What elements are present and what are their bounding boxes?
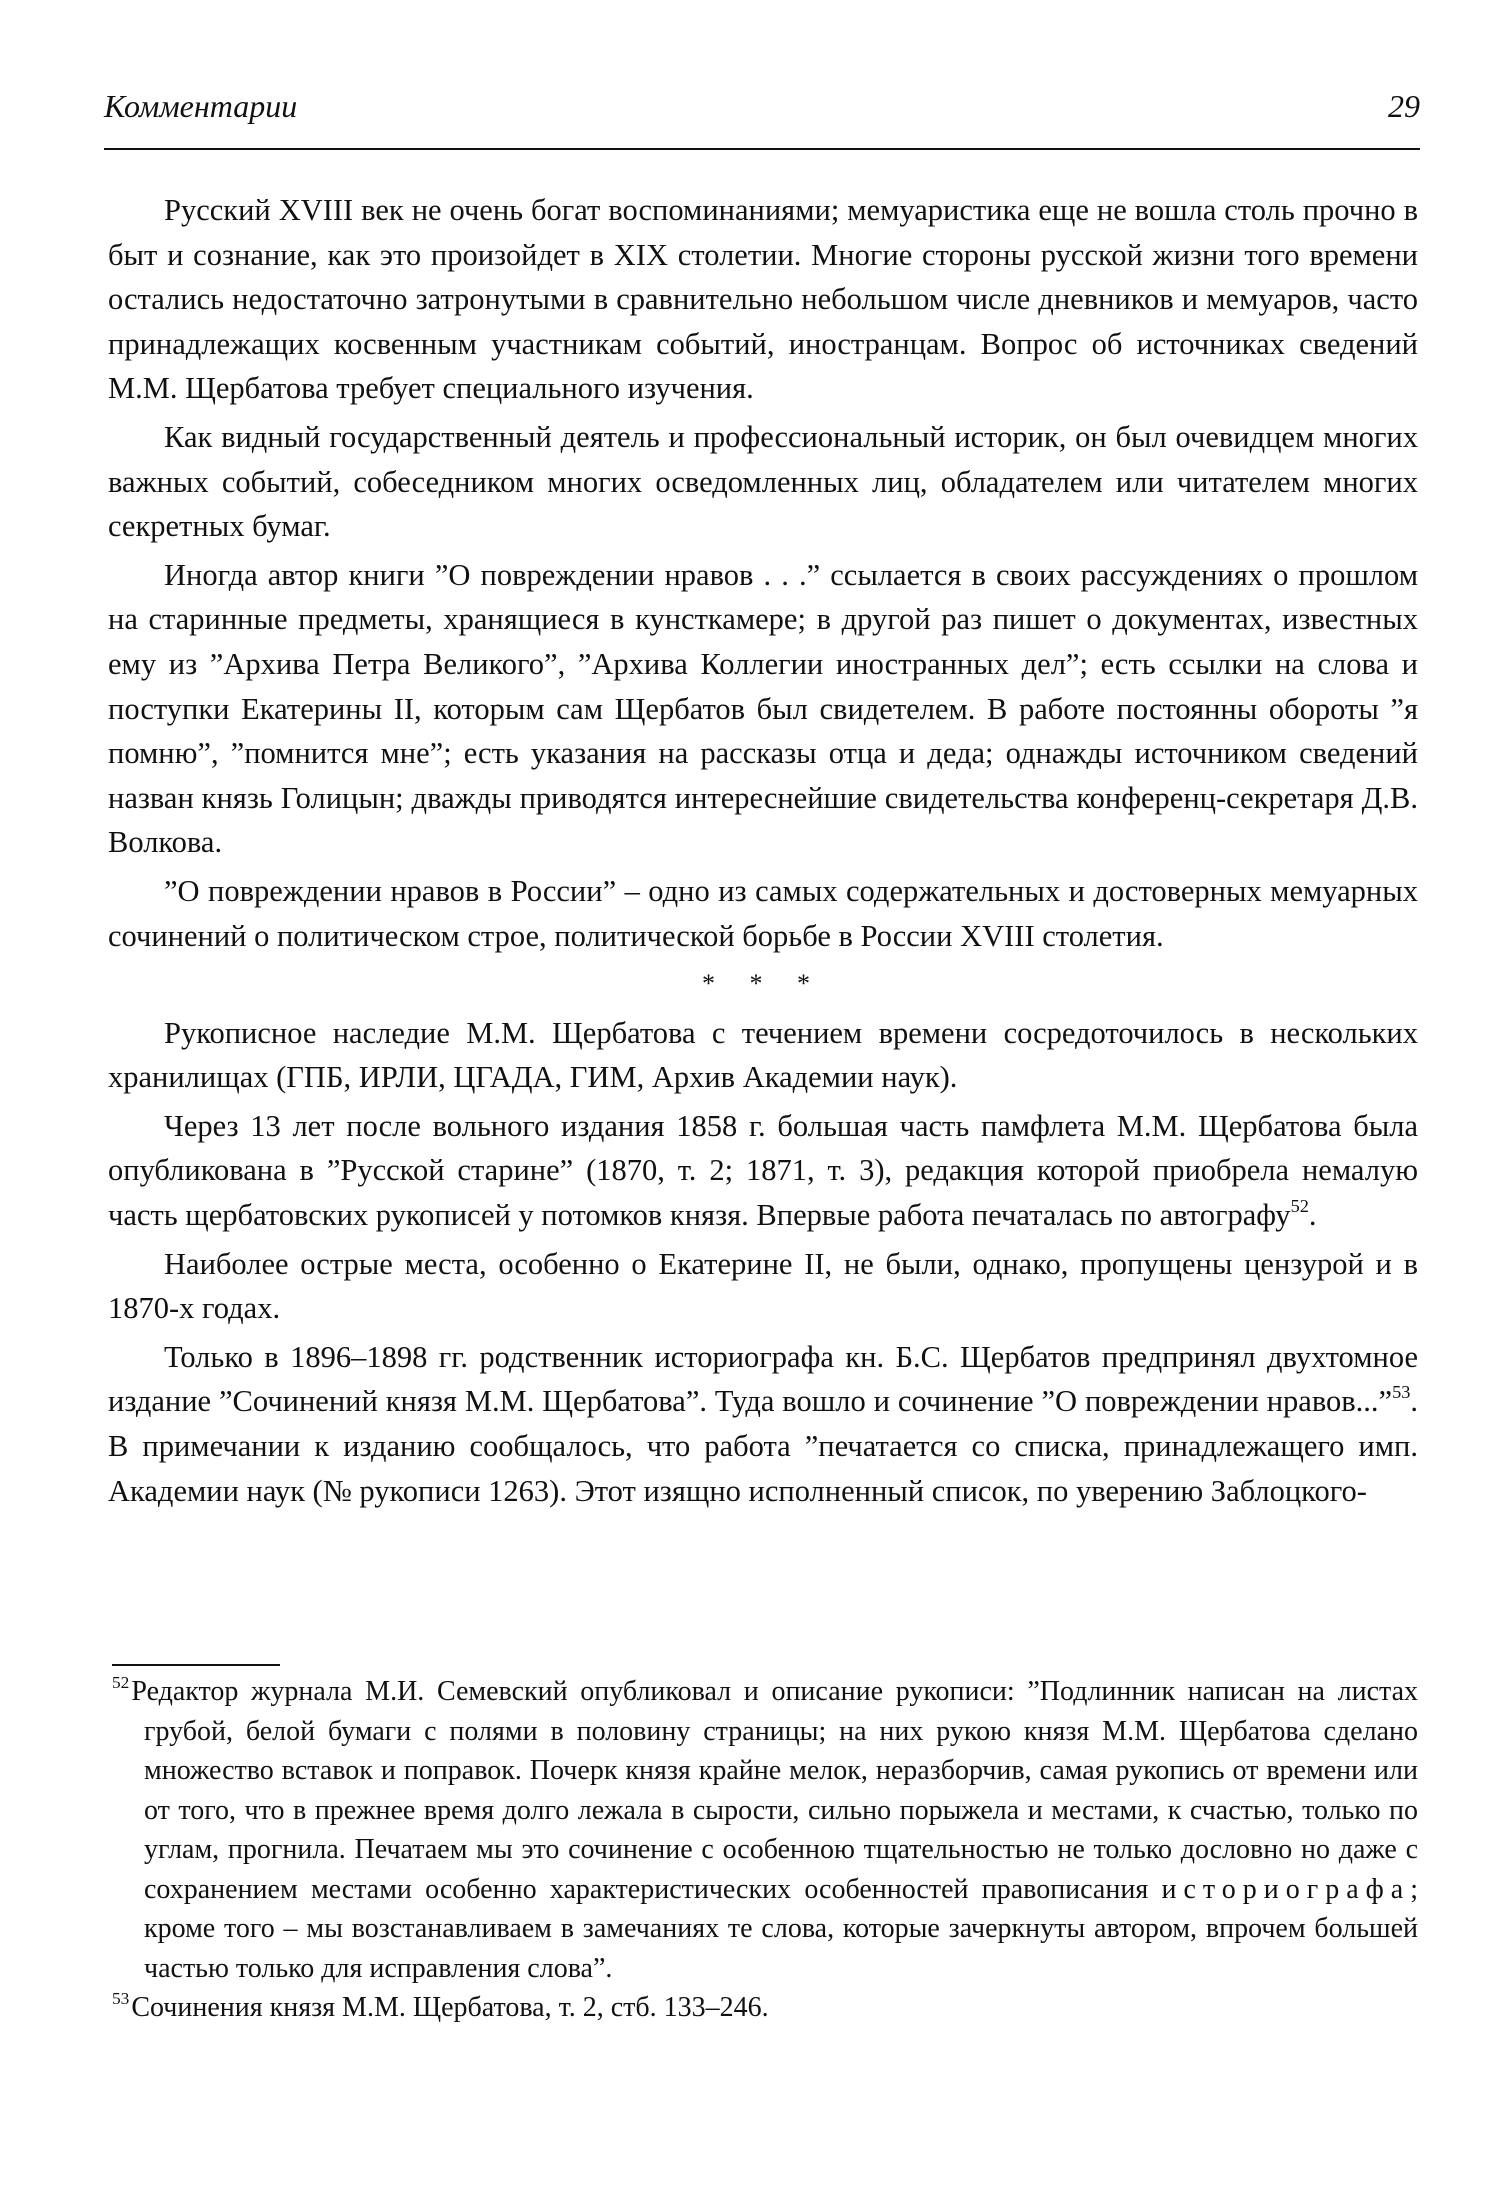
footnote-text: Редактор журнала М.И. Семевский опубликовал и описание рукописи: ”Подлинник написан на листах грубой, белой бумаги с полями в половину страницы; на них рукою князя М.М. Щербатова сделано множество вставок и поправок. Почерк князя крайне мелок, неразборчив, самая рукопись от времени или от того, что в прежнее время долго лежала в сырости, сильно порыжела и местами, к счастью, только по углам, прогнила. Печатаем мы это сочинение с особенною тщательностью не только дословно но даже с сохранением местами особенно характеристических особенностей правописания — [131, 1676, 1418, 1905]
paragraph-text: Через 13 лет после вольного издания 1858 г. большая часть памфлета М.М. Щербатова была опубликована в ”Русской старине” (1870, т. 2; 1871, т. 3), редакция которой приобрела немалую часть щербатовских рукописей у потомков князя. Впервые работа печаталась по автографу — [108, 1108, 1418, 1233]
paragraph: Наиболее острые места, особенно о Екатерине II, не были, однако, пропущены цензурой и в 1870-х годах. — [108, 1246, 1418, 1326]
paragraph-rest: . В примечании к изданию сообщалось, что работа ”печатается со списка, принадлежащего имп. Академии наук (№ рукописи 1263). Этот изящно исполненный список, по уверению Заблоцкого- — [108, 1384, 1418, 1508]
footnote-mark: 53 — [112, 1988, 130, 2008]
footnote — [112, 1672, 1418, 1988]
footnote-rule — [112, 1664, 280, 1666]
footnotes — [112, 1672, 1418, 2028]
footnote-mark: 52 — [112, 1672, 130, 1692]
main-text — [108, 188, 1418, 1517]
paragraph-text: Только в 1896–1898 гг. родственник историографа кн. Б.С. Щербатов предпринял двухтомное издание ”Сочинений князя М.М. Щербатова”. Туда вошло и сочинение ”О повреждении нравов...” — [108, 1339, 1418, 1419]
paragraph: Рукописное наследие М.М. Щербатова с течением времени сосредоточилось в нескольких хранилищах (ГПБ, ИРЛИ, ЦГАДА, ГИМ, Архив Академии наук). — [108, 1015, 1418, 1095]
paragraph-end: . — [1308, 1198, 1317, 1233]
footnote-ref: 52 — [1290, 1196, 1309, 1217]
footnote-text-end: ; кроме того – мы возстанавливаем в замечаниях те слова, которые зачеркнуты автором, впрочем большей частью только для исправления слова”. — [144, 1873, 1419, 1984]
paragraph: Как видный государственный деятель и профессиональный историк, он был очевидцем многих важных событий, собеседником многих осведомленных лиц, обладателем или читателем многих секретных бумаг. — [108, 419, 1418, 544]
section-separator: * * * — [702, 969, 824, 999]
page-number: 29 — [1388, 88, 1420, 124]
paragraph: Иногда автор книги ”О повреждении нравов . . .” ссылается в своих рассуждениях о прошлом на старинные предметы, хранящиеся в кунсткамере; в другой раз пишет о документах, известных ему из ”Архива Петра Великого”, ”Архива Коллегии иностранных дел”; есть ссылки на слова и поступки Екатерины II, которым сам Щербатов был свидетелем. В работе постоянны обороты ”я помню”, ”помнится мне”; есть указания на рассказы отца и деда; однажды источником сведений назван князь Голицын; дважды приводятся интереснейшие свидетельства конференц-секретаря Д.В. Волкова. — [108, 557, 1418, 860]
footnote-ref: 53 — [1392, 1382, 1411, 1403]
running-header — [104, 88, 1420, 150]
footnote-text: Сочинения князя М.М. Щербатова, т. 2, стб. 133–246. — [131, 1992, 769, 2023]
paragraph: Русский XVIII век не очень богат воспоминаниями; мемуаристика еще не вошла столь прочно в быт и сознание, как это произойдет в XIX столетии. Многие стороны русской жизни того времени остались недостаточно затронутыми в сравнительно небольшом числе дневников и мемуаров, часто принадлежащих косвенным участникам событий, иностранцам. Вопрос об источниках сведений М.М. Щербатова требует специального изучения. — [108, 193, 1418, 406]
footnote — [112, 1988, 1418, 2028]
paragraph — [108, 1335, 1418, 1513]
paragraph: ”О повреждении нравов в России” – одно из самых содержательных и достоверных мемуарных сочинений о политическом строе, политической борьбе в России XVIII столетия. — [108, 873, 1418, 953]
footnote-spaced-word: историографа — [1161, 1873, 1411, 1905]
section-title: Комментарии — [104, 88, 298, 124]
paragraph — [108, 1104, 1418, 1238]
